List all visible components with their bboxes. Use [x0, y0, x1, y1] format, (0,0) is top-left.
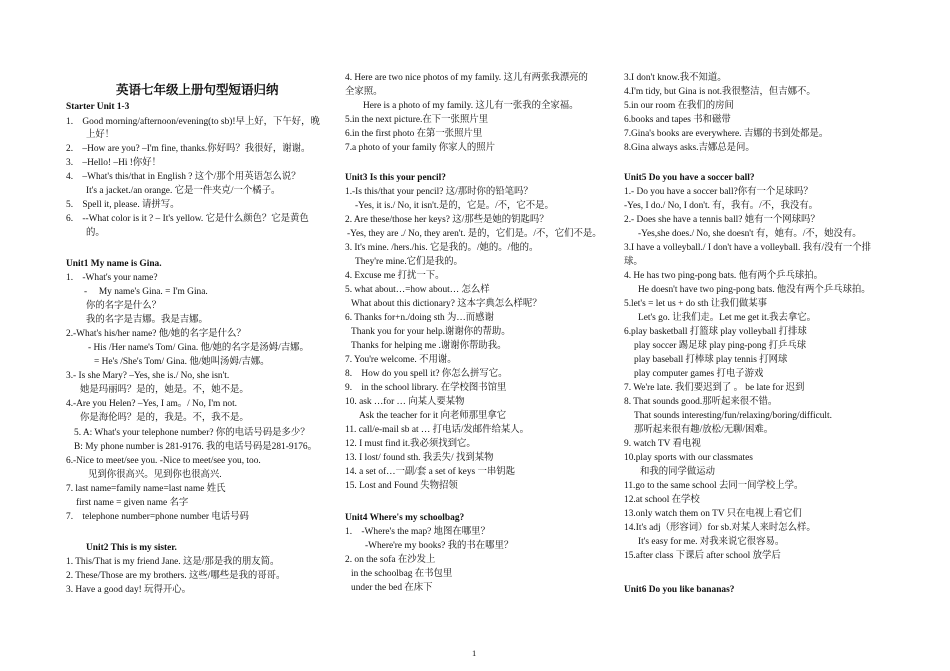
text-line: 7. last name=family name=last name 姓氏 — [66, 484, 226, 494]
text-line: 1.- Do you have a soccer ball?你有一个足球吗？ — [624, 187, 813, 197]
section-heading: Starter Unit 1-3 — [66, 102, 130, 112]
text-line: 12. I must find it.我必须找到它。 — [345, 439, 476, 449]
text-line: It's a jacket./an orange. 它是一件夹克/一个橘子。 — [86, 186, 281, 196]
text-line: -Yes, I do./ No, I don't. 有，我有。/不，我没有。 — [624, 201, 818, 211]
text-line: 1. Good morning/afternoon/evening(to sb)!早上好，下午好，晚 — [66, 117, 320, 127]
text-line: 2.- Does she have a tennis ball? 她有一个网球吗？ — [624, 215, 820, 225]
text-line: 10.play sports with our classmates — [624, 453, 753, 463]
text-line: play computer games 打电子游戏 — [634, 369, 764, 379]
text-line: 5.in our room 在我们的房间 — [624, 101, 734, 111]
text-line: 见到你很高兴。见到你也很高兴. — [88, 470, 222, 480]
text-line: That sounds interesting/fun/relaxing/boring/difficult. — [634, 411, 832, 421]
text-line: B: My phone number is 281-9176. 我的电话号码是281-9176。 — [74, 442, 317, 452]
text-line: 7. We're late. 我们要迟到了 。 be late for 迟到 — [624, 383, 805, 393]
section-heading: Unit6 Do you like bananas? — [624, 585, 735, 595]
text-line: 2. –How are you? –I'm fine, thanks.你好吗？我很好，谢谢。 — [66, 144, 311, 154]
section-heading: Unit1 My name is Gina. — [66, 259, 162, 269]
text-line: 4.I'm tidy, but Gina is not.我很整洁，但吉娜不。 — [624, 87, 816, 97]
text-line: Thank you for your help.谢谢你的帮助。 — [351, 327, 511, 337]
text-line: 全家照。 — [345, 87, 383, 97]
text-line: 7.a photo of your family 你家人的照片 — [345, 143, 495, 153]
text-line: 6.-Nice to meet/see you. -Nice to meet/see you, too. — [66, 456, 261, 466]
section-heading: Unit3 Is this your pencil? — [345, 173, 446, 183]
text-line: 10. ask …for … 向某人要某物 — [345, 397, 465, 407]
text-line: 4. He has two ping-pong bats. 他有两个乒乓球拍。 — [624, 271, 823, 281]
text-line: 上好！ — [86, 130, 115, 140]
text-line: 4. –What's this/that in English ? 这个/那个用英语怎么说？ — [66, 172, 301, 182]
text-line: 11.go to the same school 去同一间学校上学。 — [624, 481, 804, 491]
text-line: play soccer 踢足球 play ping-pong 打乒乓球 — [634, 341, 807, 351]
text-line: 5. A: What's your telephone number? 你的电话号码是多少？ — [74, 428, 310, 438]
text-line: in the schoolbag 在书包里 — [351, 569, 453, 579]
section-heading: Unit4 Where's my schoolbag? — [345, 513, 465, 523]
text-line: 6. --What color is it ? – It's yellow. 它是什么颜色？它是黄色 — [66, 214, 309, 224]
text-line: 4.-Are you Helen? –Yes, I am。/ No, I'm not. — [66, 399, 238, 409]
text-line: 11. call/e-mail sb at … 打电话/发邮件给某人。 — [345, 425, 530, 435]
text-line: He doesn't have two ping-pong bats. 他没有两个乒乓球拍。 — [638, 285, 871, 295]
text-line: 2. These/Those are my brothers. 这些/哪些是我的哥哥。 — [66, 571, 286, 581]
text-line: 15.after class 下课后 after school 放学后 — [624, 551, 781, 561]
text-line: 5.let's = let us + do sth 让我们做某事 — [624, 299, 767, 309]
text-line: -Yes, it is./ No, it isn't.是的，它是。/不，它不是。 — [355, 201, 554, 211]
text-line: 3. –Hello! –Hi !你好！ — [66, 158, 162, 168]
text-line: 4. Excuse me 打扰一下。 — [345, 271, 445, 281]
text-line: Let's go. 让我们走。Let me get it.我去拿它。 — [638, 313, 816, 323]
text-line: 8. That sounds good.那听起来很不错。 — [624, 397, 778, 407]
text-line: first name = given name 名字 — [76, 498, 189, 508]
text-line: 12.at school 在学校 — [624, 495, 700, 505]
text-line: 3.I don't know.我不知道。 — [624, 73, 727, 83]
text-line: 球。 — [624, 257, 643, 267]
text-line: - My name's Gina. = I'm Gina. — [84, 287, 208, 297]
text-line: 8.Gina always asks.吉娜总是问。 — [624, 143, 755, 153]
text-line: under the bed 在床下 — [351, 583, 433, 593]
text-line: 7. telephone number=phone number 电话号码 — [66, 512, 249, 522]
text-line: -Yes, they are ./ No, they aren't. 是的，它们是。/不，它们不是。 — [347, 229, 602, 239]
text-line: What about this dictionary? 这本字典怎么样呢？ — [351, 299, 542, 309]
text-line: 7. You're welcome. 不用谢。 — [345, 355, 457, 365]
text-line: 6.books and tapes 书和磁带 — [624, 115, 731, 125]
text-line: 15. Lost and Found 失物招领 — [345, 481, 458, 491]
text-line: 5. what about…=how about… 怎么样 — [345, 285, 490, 295]
text-line: It's easy for me. 对我来说它很容易。 — [638, 537, 785, 547]
text-line: 5. Spell it, please. 请拼写。 — [66, 200, 180, 210]
text-line: Here is a photo of my family. 这儿有一张我的全家福。 — [363, 101, 579, 111]
text-line: 6. Thanks for+n./doing sth 为…而感谢 — [345, 313, 494, 323]
text-line: 7.Gina's books are everywhere. 吉娜的书到处都是。 — [624, 129, 829, 139]
section-heading: Unit2 This is my sister. — [86, 543, 177, 553]
text-line: Thanks for helping me .谢谢你帮助我。 — [351, 341, 507, 351]
text-line: 2. Are these/those her keys? 这/那些是她的钥匙吗？ — [345, 215, 549, 225]
text-line: 你是海伦吗？是的，我是。不，我不是。 — [80, 413, 249, 423]
text-line: They're mine.它们是我的。 — [355, 257, 463, 267]
text-line: 她是玛丽吗？是的，她是。不，她不是。 — [80, 385, 249, 395]
text-line: 3.I have a volleyball./ I don't have a volleyball. 我有/没有一个排 — [624, 243, 871, 253]
text-line: 6.play basketball 打篮球 play volleyball 打排球 — [624, 327, 807, 337]
text-line: 6.in the first photo 在第一张照片里 — [345, 129, 483, 139]
text-line: 1. This/That is my friend Jane. 这是/那是我的朋友简。 — [66, 557, 280, 567]
text-line: 和我的同学做运动 — [640, 467, 716, 477]
text-line: -Yes,she does./ No, she doesn't 有，她有。/不，她没有。 — [638, 229, 862, 239]
document-title: 英语七年级上册句型短语归纳 — [116, 83, 279, 97]
page-number: 1 — [472, 648, 477, 658]
text-line: - His /Her name's Tom/ Gina. 他/她的名字是汤姆/吉娜。 — [88, 343, 309, 353]
text-line: 1.-Is this/that your pencil? 这/那时你的铅笔吗？ — [345, 187, 533, 197]
text-line: 3.- Is she Mary? –Yes, she is./ No, she isn't. — [66, 371, 230, 381]
text-line: 1. -What's your name? — [66, 273, 158, 283]
text-line: 8. How do you spell it? 你怎么拼写它。 — [345, 369, 508, 379]
text-line: 3. Have a good day! 玩得开心。 — [66, 585, 191, 595]
text-line: 9. in the school library. 在学校图书馆里 — [345, 383, 507, 393]
text-line: Ask the teacher for it 向老师那里拿它 — [359, 411, 507, 421]
text-line: 2. on the sofa 在沙发上 — [345, 555, 436, 565]
text-line: 13. I lost/ found sth. 我丢失/ 找到某物 — [345, 453, 494, 463]
text-line: 的。 — [86, 228, 105, 238]
text-line: 3. It's mine. /hers./his. 它是我的。/她的。/他的。 — [345, 243, 539, 253]
text-line: 9. watch TV 看电视 — [624, 439, 701, 449]
text-line: 13.only watch them on TV 只在电视上看它们 — [624, 509, 802, 519]
text-line: 4. Here are two nice photos of my family. 这儿有两张我漂亮的 — [345, 73, 588, 83]
text-line: -Where're my books? 我的书在哪里？ — [365, 541, 514, 551]
section-heading: Unit5 Do you have a soccer ball? — [624, 173, 755, 183]
text-line: play baseball 打棒球 play tennis 打网球 — [634, 355, 788, 365]
text-line: 2.-What's his/her name? 他/她的名字是什么？ — [66, 329, 246, 339]
text-line: = He's /She's Tom/ Gina. 他/她叫汤姆/吉娜。 — [94, 357, 270, 367]
text-line: 5.in the next picture.在下一张照片里 — [345, 115, 488, 125]
text-line: 14. a set of…一副/套 a set of keys 一串钥匙 — [345, 467, 516, 477]
text-line: 我的名字是吉娜。我是吉娜。 — [86, 315, 208, 325]
text-line: 1. -Where's the map? 地图在哪里？ — [345, 527, 490, 537]
text-line: 那听起来很有趣/放松/无聊/困难。 — [634, 425, 774, 435]
text-line: 你的名字是什么？ — [86, 301, 162, 311]
text-line: 14.It's adj（形容词）for sb.对某人来时怎么样。 — [624, 523, 816, 533]
